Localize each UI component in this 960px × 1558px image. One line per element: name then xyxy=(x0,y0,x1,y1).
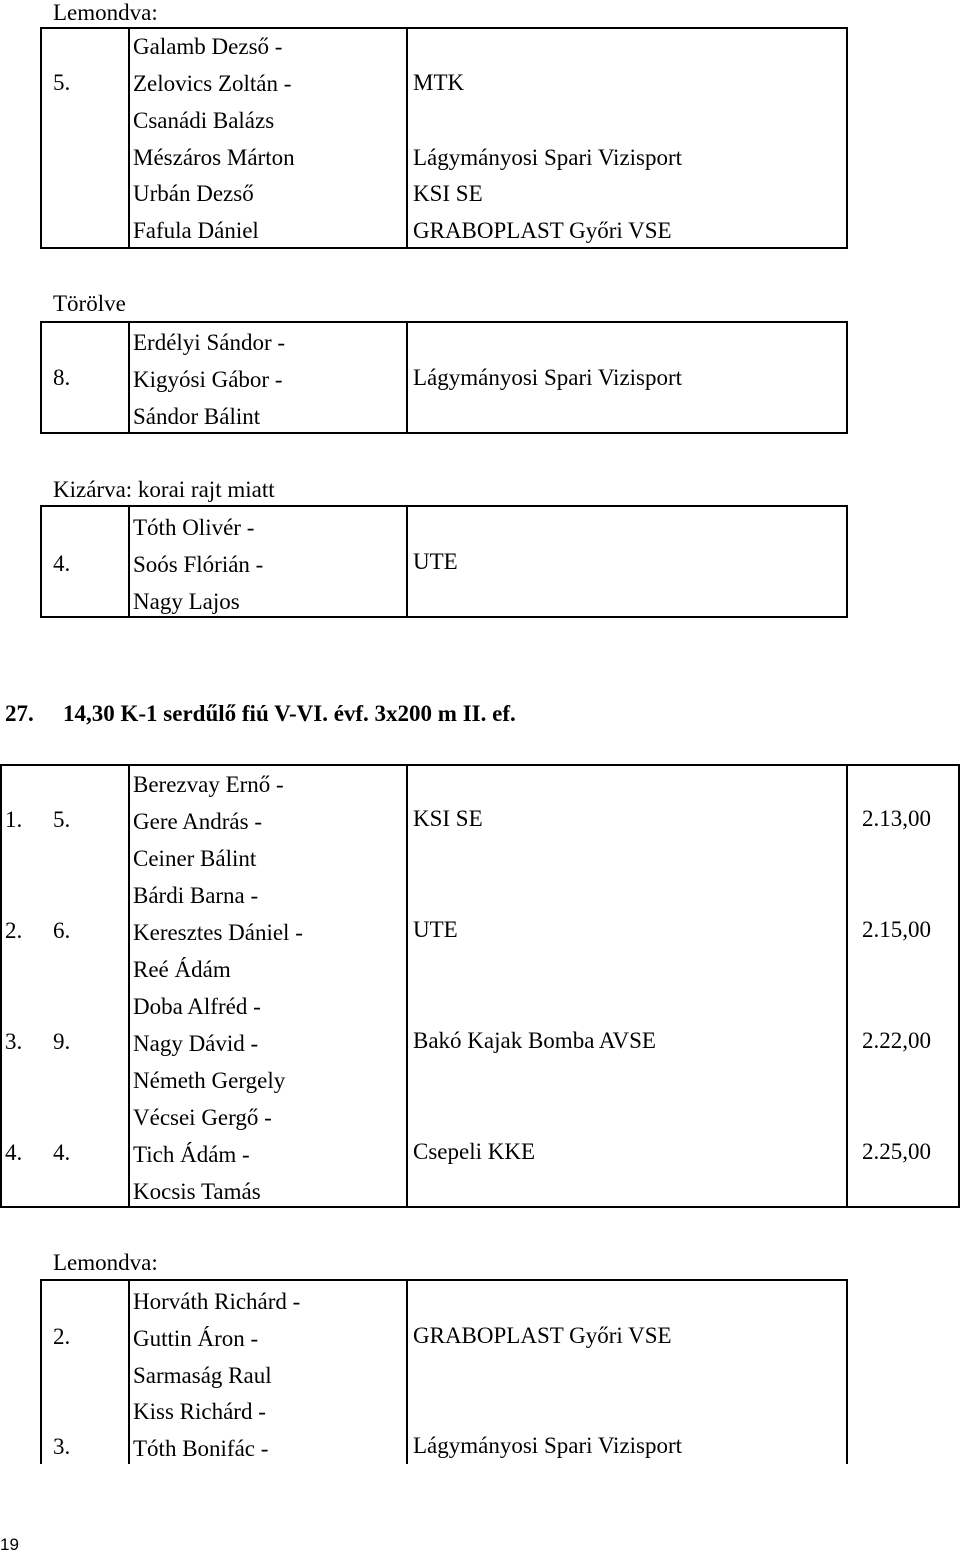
club-name: Lágymányosi Spari Vizisport xyxy=(413,145,683,170)
result-time: 2.13,00 xyxy=(862,806,931,831)
crew-member: Sarmaság Raul xyxy=(133,1363,272,1388)
column-divider xyxy=(128,505,130,618)
crew-member: Ceiner Bálint xyxy=(133,846,257,871)
lane-number: 8. xyxy=(53,365,71,390)
club-name: Lágymányosi Spari Vizisport xyxy=(413,1433,683,1458)
crew-member: Mészáros Márton xyxy=(133,145,295,170)
club-name: KSI SE xyxy=(413,806,483,831)
section-heading-deleted: Törölve xyxy=(53,291,126,316)
page-number: 19 xyxy=(0,1535,19,1554)
crew-member: Urbán Dezső xyxy=(133,181,254,206)
club-name: GRABOPLAST Győri VSE xyxy=(413,1323,672,1348)
column-divider xyxy=(128,27,130,249)
result-time: 2.22,00 xyxy=(862,1028,931,1053)
result-lane: 5. xyxy=(53,807,71,832)
section-heading-withdrawn: Lemondva: xyxy=(53,0,158,25)
crew-member: Tóth Olivér - xyxy=(133,515,255,540)
crew-member: Németh Gergely xyxy=(133,1068,286,1093)
result-place: 3. xyxy=(5,1029,23,1054)
crew-member: Tóth Bonifác - xyxy=(133,1436,269,1461)
club-name: Bakó Kajak Bomba AVSE xyxy=(413,1028,656,1053)
crew-member: Guttin Áron - xyxy=(133,1326,259,1351)
result-place: 2. xyxy=(5,918,23,943)
crew-member: Nagy Lajos xyxy=(133,589,240,614)
crew-member: Sándor Bálint xyxy=(133,404,261,429)
result-time: 2.25,00 xyxy=(862,1139,931,1164)
result-lane: 4. xyxy=(53,1140,71,1165)
crew-member: Vécsei Gergő - xyxy=(133,1105,272,1130)
column-divider xyxy=(406,1279,408,1464)
crew-member: Kiss Richárd - xyxy=(133,1399,266,1424)
crew-member: Berezvay Ernő - xyxy=(133,772,284,797)
crew-member: Csanádi Balázs xyxy=(133,108,275,133)
result-place: 4. xyxy=(5,1140,23,1165)
column-divider xyxy=(406,321,408,434)
column-divider xyxy=(406,27,408,249)
club-name: UTE xyxy=(413,917,458,942)
crew-member: Horváth Richárd - xyxy=(133,1289,301,1314)
lane-number: 2. xyxy=(53,1324,71,1349)
result-lane: 6. xyxy=(53,918,71,943)
crew-member: Zelovics Zoltán - xyxy=(133,71,292,96)
crew-member: Kigyósi Gábor - xyxy=(133,367,283,392)
race-number: 27. xyxy=(5,701,34,726)
column-divider xyxy=(128,321,130,434)
crew-member: Doba Alfréd - xyxy=(133,994,261,1019)
race-title: 14,30 K-1 serdűlő fiú V-VI. évf. 3x200 m II. ef. xyxy=(63,701,516,726)
column-divider xyxy=(406,764,408,1208)
table-top-border xyxy=(40,1279,848,1281)
club-name: Csepeli KKE xyxy=(413,1139,536,1164)
result-lane: 9. xyxy=(53,1029,71,1054)
club-name: MTK xyxy=(413,70,465,95)
crew-member: Nagy Dávid - xyxy=(133,1031,259,1056)
lane-number: 4. xyxy=(53,551,71,576)
club-name: Lágymányosi Spari Vizisport xyxy=(413,365,683,390)
crew-member: Erdélyi Sándor - xyxy=(133,330,286,355)
lane-number: 3. xyxy=(53,1434,71,1459)
column-divider xyxy=(40,1279,42,1464)
column-divider xyxy=(128,1279,130,1464)
crew-member: Gere András - xyxy=(133,809,263,834)
crew-member: Galamb Dezső - xyxy=(133,34,283,59)
table-box xyxy=(40,27,848,249)
club-name: UTE xyxy=(413,549,458,574)
club-name: KSI SE xyxy=(413,181,483,206)
crew-member: Fafula Dániel xyxy=(133,218,259,243)
club-name: GRABOPLAST Győri VSE xyxy=(413,218,672,243)
crew-member: Bárdi Barna - xyxy=(133,883,259,908)
column-divider xyxy=(846,764,848,1208)
result-time: 2.15,00 xyxy=(862,917,931,942)
crew-member: Tich Ádám - xyxy=(133,1142,250,1167)
column-divider xyxy=(846,1279,848,1464)
crew-member: Keresztes Dániel - xyxy=(133,920,303,945)
column-divider xyxy=(128,764,130,1208)
crew-member: Soós Flórián - xyxy=(133,552,264,577)
lane-number: 5. xyxy=(53,70,71,95)
section-heading-withdrawn: Lemondva: xyxy=(53,1250,158,1275)
crew-member: Reé Ádám xyxy=(133,957,231,982)
crew-member: Kocsis Tamás xyxy=(133,1179,261,1204)
section-heading-disqualified: Kizárva: korai rajt miatt xyxy=(53,477,275,502)
column-divider xyxy=(406,505,408,618)
result-place: 1. xyxy=(5,807,23,832)
